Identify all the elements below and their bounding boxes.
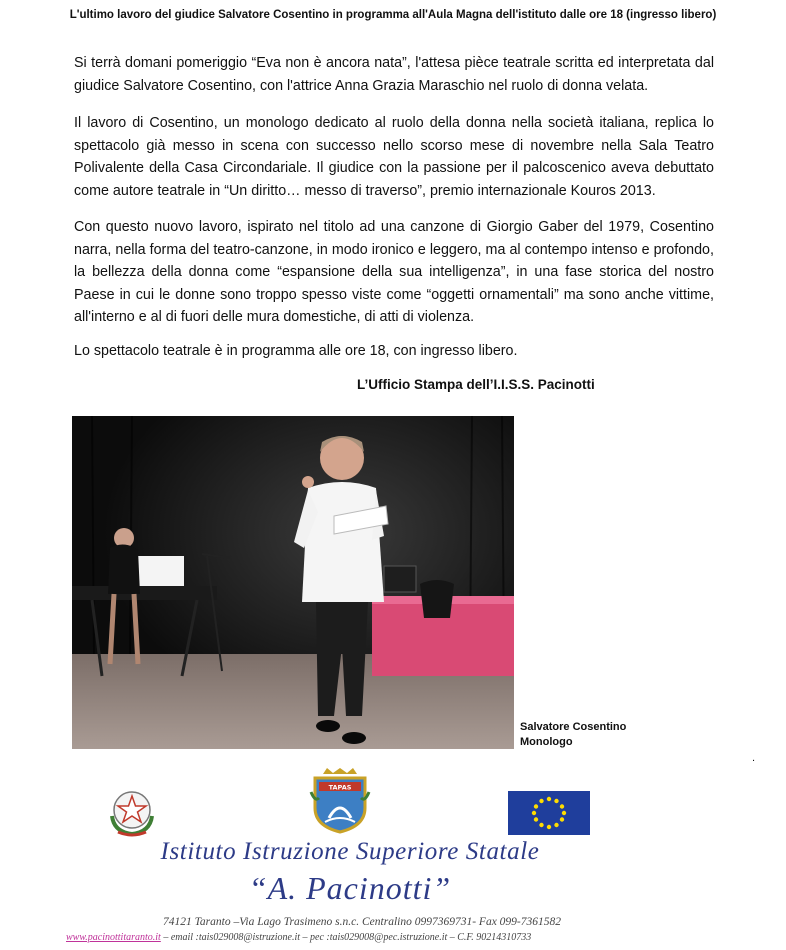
eu-flag: [508, 791, 590, 835]
press-office-signature: L’Ufficio Stampa dell’I.I.S.S. Pacinotti: [357, 377, 595, 392]
article-paragraph-1: Si terrà domani pomeriggio “Eva non è ancora nata”, l'attesa pièce teatrale scritta ed interpretata dal giudice Salvatore Cosentino, con l'attrice Anna Grazia Maraschio nel ruolo di donna velata.: [74, 55, 714, 94]
school-coat-of-arms-emblem: [309, 768, 371, 834]
school-emblem-text: TAPAS: [328, 783, 352, 792]
institute-name: Istituto Istruzione Superiore Statale: [160, 838, 540, 865]
article-paragraph-3: Con questo nuovo lavoro, ispirato nel titolo ad una canzone di Giorgio Gaber del 1979, Cosentino narra, nella forma del teatro-canzone, in modo ironico e leggero, ma al contempo intenso e profondo, la bellezza della donna come “espansione della sua intelligenza”, in una fase storica del nostro Paese in cui le donne sono troppo spesso viste come “oggetti ornamentali” ma sono anche vittime, all'interno e al di fuori delle mura domestiche, di atti di violenza.: [74, 219, 714, 325]
article-paragraph-4: Lo spettacolo teatrale è in programma alle ore 18, con ingresso libero.: [74, 343, 518, 359]
italian-republic-emblem: [104, 786, 160, 838]
stage-photo: [72, 416, 514, 749]
photo-caption-name: Salvatore Cosentino: [520, 721, 627, 733]
institute-address: 74121 Taranto –Via Lago Trasimeno s.n.c. Centralino 0997369731- Fax 099-7361582: [162, 916, 562, 928]
website-link[interactable]: www.pacinottitaranto.it: [66, 932, 161, 943]
article-title: L'ultimo lavoro del giudice Salvatore Cosentino in programma all'Aula Magna dell'istituto dalle ore 18 (ingresso libero): [69, 9, 717, 21]
institute-subtitle: “A. Pacinotti”: [248, 870, 452, 906]
photo-caption: [520, 720, 626, 750]
institute-contacts: [66, 932, 686, 943]
photo-caption-title: Monologo: [520, 736, 573, 748]
article-paragraph-2: Il lavoro di Cosentino, un monologo dedicato al ruolo della donna nella società italiana, replica lo spettacolo già messo in scena con successo nello scorso mese di novembre nella Sala Teatro Polivalente della Casa Circondariale. Il giudice con la passione per il palcoscenico aveva debuttato come autore teatrale in “Un diritto… messo di traverso”, premio internazionale Kouros 2013.: [74, 115, 714, 199]
stray-dot: .: [752, 752, 756, 764]
contacts-details: – email :tais029008@istruzione.it – pec :tais029008@pec.istruzione.it – C.F. 90214310733: [160, 932, 532, 943]
